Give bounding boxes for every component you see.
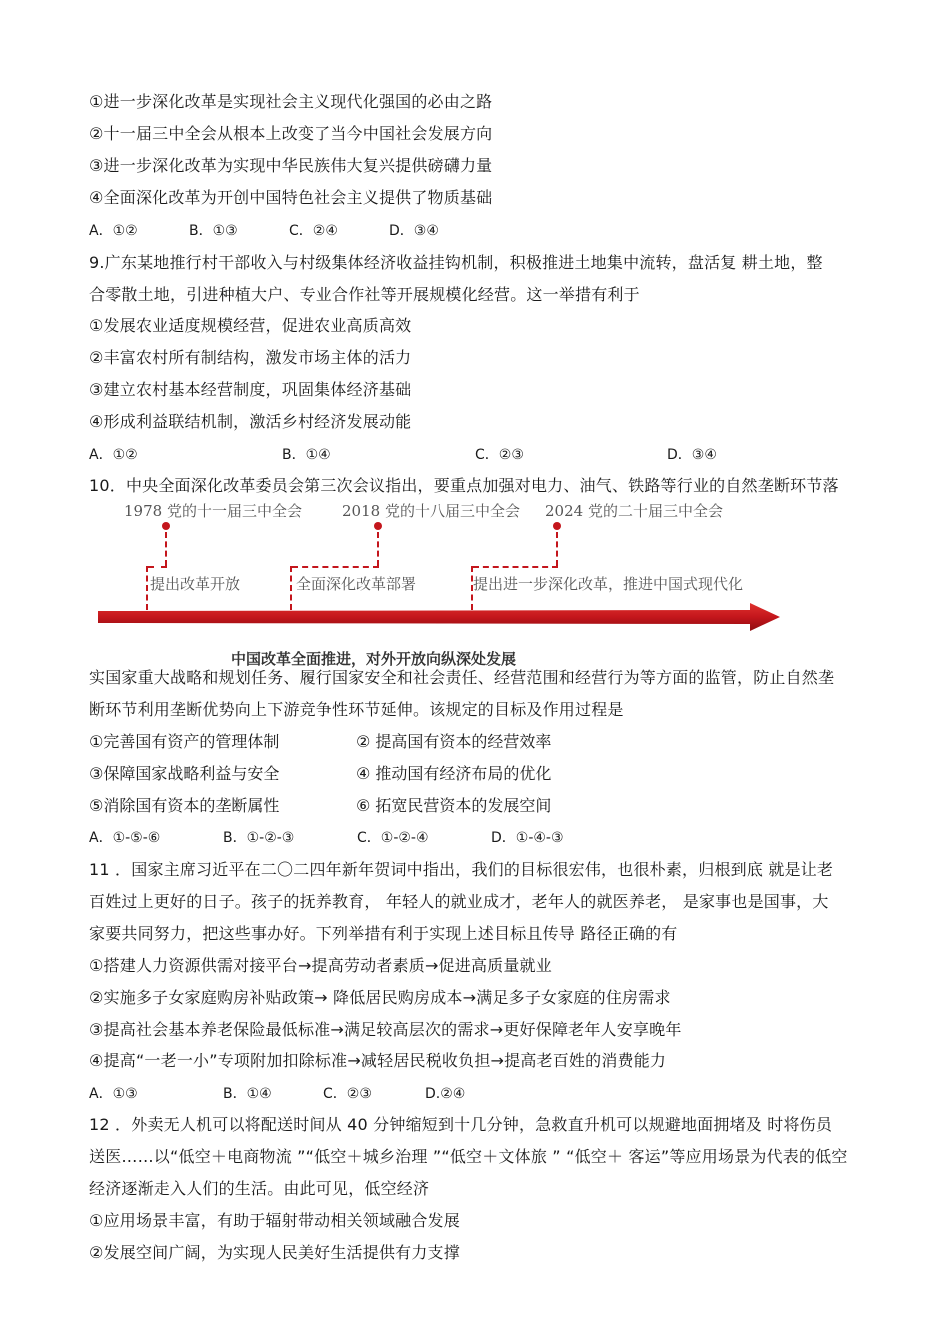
q8-item-1: ①进一步深化改革是实现社会主义现代化强国的必由之路 [89, 92, 493, 111]
q10-item-3: ③保障国家战略利益与安全 [89, 764, 280, 783]
q12-item-1: ①应用场景丰富，有助于辐射带动相关领域融合发展 [89, 1211, 460, 1230]
q9-item-4: ④形成利益联结机制，激活乡村经济发展动能 [89, 412, 412, 431]
timeline-year-2024: 2024 党的二十届三中全会 [545, 502, 723, 520]
q12-stem-line-3: 经济逐渐走入人们的生活。由此可见，低空经济 [89, 1179, 430, 1198]
q11-option-c: C．②③ [323, 1086, 372, 1102]
timeline-connector-1978 [165, 532, 167, 566]
q9-stem-line-2: 合零散土地，引进种植大户、专业合作社等开展规模化经营。这一举措有利于 [89, 285, 640, 304]
q9-options [89, 445, 789, 465]
q10-options [89, 828, 629, 848]
q9-item-3: ③建立农村基本经营制度，巩固集体经济基础 [89, 380, 412, 399]
timeline-connector-1978-h [148, 566, 167, 568]
q11-item-2: ②实施多子女家庭购房补贴政策→ 降低居民购房成本→满足多子女家庭的住房需求 [89, 988, 671, 1007]
q9-option-d: D．③④ [667, 447, 717, 463]
timeline-label-2024: 提出进一步深化改革，推进中国式现代化 [473, 575, 744, 593]
q9-option-a: A．①② [89, 447, 138, 463]
q11-item-3: ③提高社会基本养老保险最低标准→满足较高层次的需求→更好保障老年人安享晚年 [89, 1020, 682, 1039]
q8-item-3: ③进一步深化改革为实现中华民族伟大复兴提供磅礴力量 [89, 156, 493, 175]
q8-item-2: ②十一届三中全会从根本上改变了当今中国社会发展方向 [89, 124, 493, 143]
q8-item-4: ④全面深化改革为开创中国特色社会主义提供了物质基础 [89, 188, 493, 207]
timeline-label-2018: 全面深化改革部署 [296, 575, 417, 593]
q10-item-6: ⑥ 拓宽民营资本的发展空间 [356, 796, 552, 815]
timeline-year-1978: 1978 党的十一届三中全会 [124, 502, 302, 520]
timeline-caption: 中国改革全面推进，对外开放向纵深处发展 [231, 650, 517, 668]
q10-item-2: ② 提高国有资本的经营效率 [356, 732, 552, 751]
q8-option-c: C．②④ [289, 223, 338, 239]
timeline-connector-2018 [377, 532, 379, 566]
timeline-connector-2024-h [473, 566, 558, 568]
q10-option-b: B．①-②-③ [223, 830, 295, 846]
q8-option-a: A．①② [89, 223, 138, 239]
q9-item-1: ①发展农业适度规模经营，促进农业高质高效 [89, 316, 412, 335]
q10-item-1: ①完善国有资产的管理体制 [89, 732, 280, 751]
timeline-marker-1978 [162, 522, 170, 530]
q10-option-c: C．①-②-④ [357, 830, 429, 846]
timeline-connector-2024 [556, 532, 558, 566]
q10-item-5: ⑤消除国有资本的垄断属性 [89, 796, 280, 815]
q12-item-2: ②发展空间广阔，为实现人民美好生活提供有力支撑 [89, 1243, 460, 1262]
q9-option-c: C．②③ [475, 447, 524, 463]
q10-option-a: A．①-⑤-⑥ [89, 830, 161, 846]
q10-stem-line-2: 实国家重大战略和规划任务、履行国家安全和社会责任、经营范围和经营行为等方面的监管，防止自然垄 [89, 668, 835, 687]
q8-option-b: B．①③ [189, 223, 238, 239]
timeline-marker-2018 [374, 522, 382, 530]
timeline-year-2018: 2018 党的十八届三中全会 [342, 502, 520, 520]
q10-item-4: ④ 推动国有经济布局的优化 [356, 764, 552, 783]
q11-item-4: ④提高“一老一小”专项附加扣除标准→减轻居民税收负担→提高老百姓的消费能力 [89, 1051, 667, 1070]
q11-stem-line-2: 百姓过上更好的日子。孩子的抚养教育， 年轻人的就业成才，老年人的就医养老， 是家事也是国事，大 [89, 892, 829, 911]
q11-option-a: A．①③ [89, 1086, 138, 1102]
q9-option-b: B．①④ [282, 447, 331, 463]
timeline-arrow [98, 600, 798, 640]
q11-option-b: B．①④ [223, 1086, 272, 1102]
q8-option-d: D．③④ [389, 223, 439, 239]
q12-stem-line-2: 送医……以“低空＋电商物流 ”“低空＋城乡治理 ”“低空＋文体旅 ” “低空＋ 客运”等应用场景为代表的低空 [89, 1147, 848, 1166]
q9-stem-line-1: 9.广东某地推行村干部收入与村级集体经济收益挂钩机制，积极推进土地集中流转，盘活复 耕土地，整 [89, 253, 823, 272]
q12-stem-line-1: 12 ．外卖无人机可以将配送时间从 40 分钟缩短到十几分钟，急救直升机可以规避地面拥堵及 时将伤员 [89, 1115, 833, 1134]
timeline-label-1978: 提出改革开放 [150, 575, 241, 593]
q9-item-2: ②丰富农村所有制结构，激发市场主体的活力 [89, 348, 412, 367]
q11-options [89, 1084, 509, 1104]
q10-stem-line-1: 10．中央全面深化改革委员会第三次会议指出，要重点加强对电力、油气、铁路等行业的自然垄断环节落 [89, 476, 839, 495]
q10-option-d: D．①-④-③ [491, 830, 564, 846]
q11-stem-line-3: 家要共同努力，把这些事办好。下列举措有利于实现上述目标且传导 路径正确的有 [89, 924, 678, 943]
q11-stem-line-1: 11 ．国家主席习近平在二〇二四年新年贺词中指出，我们的目标很宏伟，也很朴素，归根到底 就是让老 [89, 860, 834, 879]
timeline-marker-2024 [553, 522, 561, 530]
reform-timeline-figure [98, 496, 798, 670]
timeline-connector-2018-h [292, 566, 379, 568]
q8-options [89, 221, 489, 241]
q11-option-d: D.②④ [425, 1086, 466, 1102]
q10-stem-line-3: 断环节利用垄断优势向上下游竞争性环节延伸。该规定的目标及作用过程是 [89, 700, 624, 719]
q11-item-1: ①搭建人力资源供需对接平台→提高劳动者素质→促进高质量就业 [89, 956, 552, 975]
